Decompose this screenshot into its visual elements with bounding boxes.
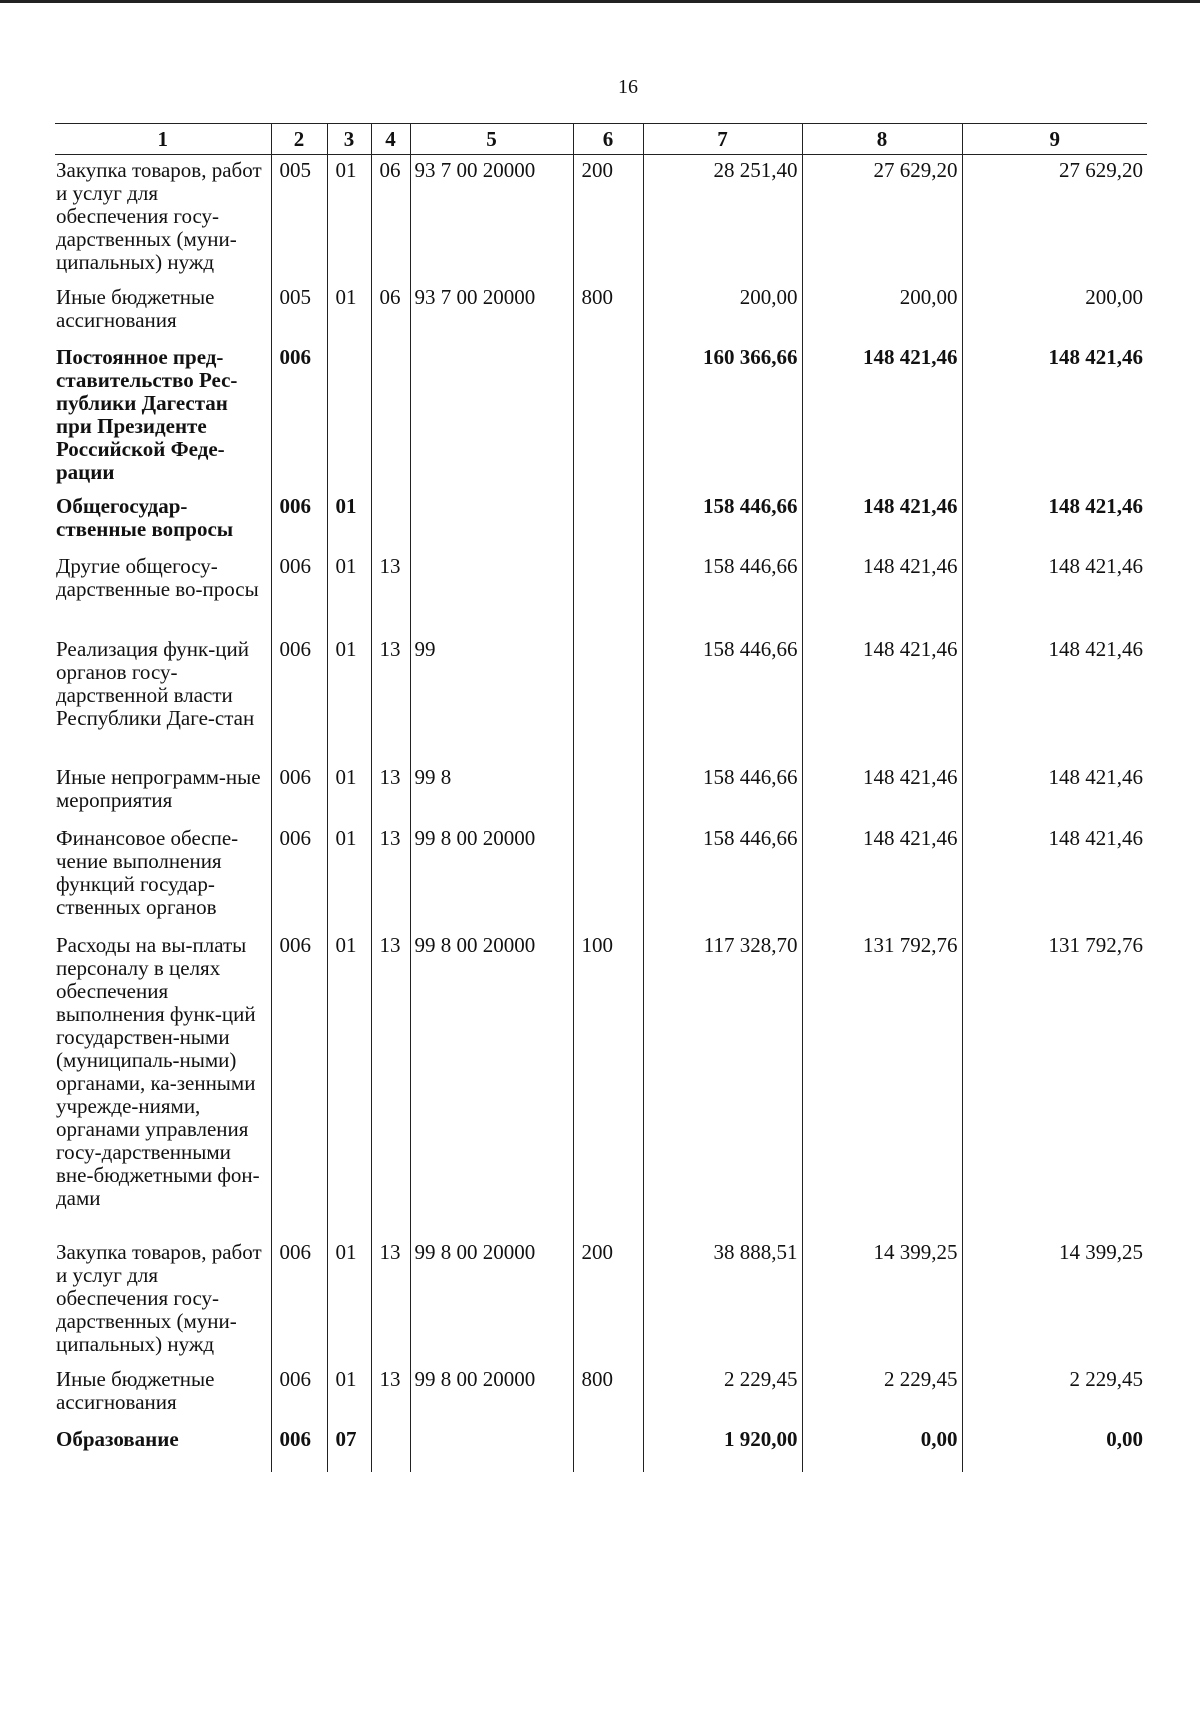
cell-col-8: 131 792,76: [802, 930, 962, 1237]
cell-col-4: 13: [371, 1237, 410, 1364]
row-name: Реализация функ-ций органов госу-дарственной власти Республики Даге-стан: [56, 636, 255, 730]
cell-col-5: 99 8 00 20000: [410, 823, 573, 930]
cell-col-7: 158 446,66: [643, 551, 802, 634]
cell-col-7: 117 328,70: [643, 930, 802, 1237]
cell-col-3: 01: [327, 823, 371, 930]
cell-col-2: 006: [271, 1237, 327, 1364]
cell-col-8: 148 421,46: [802, 491, 962, 551]
cell-col-5: [410, 491, 573, 551]
cell-col-8: 148 421,46: [802, 823, 962, 930]
cell-col-6: [573, 823, 643, 930]
cell-col-3: 07: [327, 1424, 371, 1472]
cell-col-5: [410, 342, 573, 491]
column-header: 1: [55, 124, 271, 155]
cell-col-9: 200,00: [962, 282, 1147, 342]
table-row: [55, 342, 1147, 491]
cell-col-7: 158 446,66: [643, 823, 802, 930]
cell-col-2: 006: [271, 823, 327, 930]
cell-col-6: 800: [573, 282, 643, 342]
cell-col-5: [410, 1424, 573, 1472]
cell-col-9: 27 629,20: [962, 155, 1147, 282]
cell-col-4: 13: [371, 634, 410, 762]
budget-table: [55, 123, 1147, 1472]
cell-col-3: 01: [327, 551, 371, 634]
cell-col-9: 148 421,46: [962, 823, 1147, 930]
cell-col-6: 100: [573, 930, 643, 1237]
cell-col-2: 006: [271, 762, 327, 823]
column-header: 3: [327, 124, 371, 155]
cell-col-8: 2 229,45: [802, 1364, 962, 1424]
row-name: Иные бюджетные ассигнования: [56, 284, 215, 332]
cell-col-4: [371, 342, 410, 491]
cell-col-8: 0,00: [802, 1424, 962, 1472]
cell-col-4: 13: [371, 1364, 410, 1424]
column-header: 9: [962, 124, 1147, 155]
row-name: Финансовое обеспе-чение выполнения функций государ-ственных органов: [56, 825, 239, 919]
column-header: 2: [271, 124, 327, 155]
column-header: 6: [573, 124, 643, 155]
cell-col-4: [371, 491, 410, 551]
column-header: 8: [802, 124, 962, 155]
cell-col-4: 13: [371, 762, 410, 823]
table-body: [55, 155, 1147, 1472]
cell-col-5: 99 8: [410, 762, 573, 823]
column-header: 5: [410, 124, 573, 155]
cell-col-2: 005: [271, 155, 327, 282]
cell-col-9: 2 229,45: [962, 1364, 1147, 1424]
cell-col-3: 01: [327, 155, 371, 282]
cell-col-4: 06: [371, 155, 410, 282]
row-name: Иные бюджетные ассигнования: [56, 1366, 215, 1414]
cell-col-4: 13: [371, 551, 410, 634]
cell-col-9: 14 399,25: [962, 1237, 1147, 1364]
cell-col-9: 148 421,46: [962, 551, 1147, 634]
cell-col-6: [573, 762, 643, 823]
cell-col-6: 200: [573, 155, 643, 282]
cell-col-8: 27 629,20: [802, 155, 962, 282]
cell-col-3: 01: [327, 634, 371, 762]
cell-col-3: 01: [327, 491, 371, 551]
cell-col-9: 131 792,76: [962, 930, 1147, 1237]
cell-col-2: 005: [271, 282, 327, 342]
cell-col-6: [573, 551, 643, 634]
cell-col-4: 13: [371, 930, 410, 1237]
column-header: 7: [643, 124, 802, 155]
cell-col-7: 28 251,40: [643, 155, 802, 282]
cell-col-7: 2 229,45: [643, 1364, 802, 1424]
cell-col-7: 160 366,66: [643, 342, 802, 491]
cell-col-8: 148 421,46: [802, 342, 962, 491]
cell-col-9: 148 421,46: [962, 342, 1147, 491]
cell-col-8: 200,00: [802, 282, 962, 342]
cell-col-2: 006: [271, 1424, 327, 1472]
row-name: Общегосудар-ственные вопросы: [56, 493, 234, 541]
cell-col-3: 01: [327, 282, 371, 342]
table-row: [55, 1424, 1147, 1472]
cell-col-6: [573, 342, 643, 491]
cell-col-2: 006: [271, 1364, 327, 1424]
table-row: [55, 551, 1147, 634]
cell-col-3: 01: [327, 930, 371, 1237]
row-name: Другие общегосу-дарственные во-просы: [56, 553, 259, 601]
cell-col-2: 006: [271, 551, 327, 634]
cell-col-2: 006: [271, 491, 327, 551]
table-row: [55, 491, 1147, 551]
cell-col-6: 800: [573, 1364, 643, 1424]
cell-col-9: 0,00: [962, 1424, 1147, 1472]
cell-col-3: [327, 342, 371, 491]
row-name: Закупка товаров, работ и услуг для обеспечения госу-дарственных (муни-ципальных) нужд: [56, 158, 262, 274]
cell-col-6: [573, 634, 643, 762]
cell-col-9: 148 421,46: [962, 634, 1147, 762]
table-row: [55, 1364, 1147, 1424]
cell-col-7: 38 888,51: [643, 1237, 802, 1364]
cell-col-4: 06: [371, 282, 410, 342]
cell-col-5: [410, 551, 573, 634]
row-name: Постоянное пред-ставительство Рес-публики Дагестан при Президенте Российской Феде-рации: [56, 344, 238, 484]
cell-col-5: 99 8 00 20000: [410, 1364, 573, 1424]
cell-col-5: 93 7 00 20000: [410, 282, 573, 342]
table-row: [55, 634, 1147, 762]
cell-col-7: 158 446,66: [643, 634, 802, 762]
cell-col-6: 200: [573, 1237, 643, 1364]
cell-col-3: 01: [327, 762, 371, 823]
row-name: Закупка товаров, работ и услуг для обеспечения госу-дарственных (муни-ципальных) нужд: [56, 1239, 262, 1356]
row-name: Иные непрограмм-ные мероприятия: [56, 764, 261, 812]
cell-col-5: 99: [410, 634, 573, 762]
table-row: [55, 1237, 1147, 1364]
table-row: [55, 762, 1147, 823]
table-row: [55, 823, 1147, 930]
cell-col-7: 1 920,00: [643, 1424, 802, 1472]
cell-col-3: 01: [327, 1237, 371, 1364]
cell-col-8: 148 421,46: [802, 551, 962, 634]
cell-col-5: 93 7 00 20000: [410, 155, 573, 282]
table-row: [55, 930, 1147, 1237]
row-name: Образование: [56, 1426, 179, 1451]
cell-col-2: 006: [271, 930, 327, 1237]
cell-col-2: 006: [271, 634, 327, 762]
cell-col-3: 01: [327, 1364, 371, 1424]
table-row: [55, 155, 1147, 282]
cell-col-9: 148 421,46: [962, 491, 1147, 551]
cell-col-4: [371, 1424, 410, 1472]
cell-col-7: 200,00: [643, 282, 802, 342]
row-name: Расходы на вы-платы персоналу в целях обеспечения выполнения функ-ций государствен-ными (муниципаль-ными) органами, ка-зенными учрежде-ниями, органами управления госу-дарственными вне-бюджетными фон-дами: [56, 932, 260, 1210]
table-row: [55, 282, 1147, 342]
cell-col-5: 99 8 00 20000: [410, 1237, 573, 1364]
header-row: [55, 124, 1147, 155]
column-header: 4: [371, 124, 410, 155]
cell-col-4: 13: [371, 823, 410, 930]
cell-col-7: 158 446,66: [643, 491, 802, 551]
cell-col-8: 148 421,46: [802, 762, 962, 823]
cell-col-7: 158 446,66: [643, 762, 802, 823]
cell-col-8: 14 399,25: [802, 1237, 962, 1364]
cell-col-8: 148 421,46: [802, 634, 962, 762]
cell-col-5: 99 8 00 20000: [410, 930, 573, 1237]
page-number: 16: [618, 76, 638, 98]
cell-col-6: [573, 491, 643, 551]
top-rule: [0, 0, 1200, 3]
cell-col-6: [573, 1424, 643, 1472]
cell-col-2: 006: [271, 342, 327, 491]
cell-col-9: 148 421,46: [962, 762, 1147, 823]
